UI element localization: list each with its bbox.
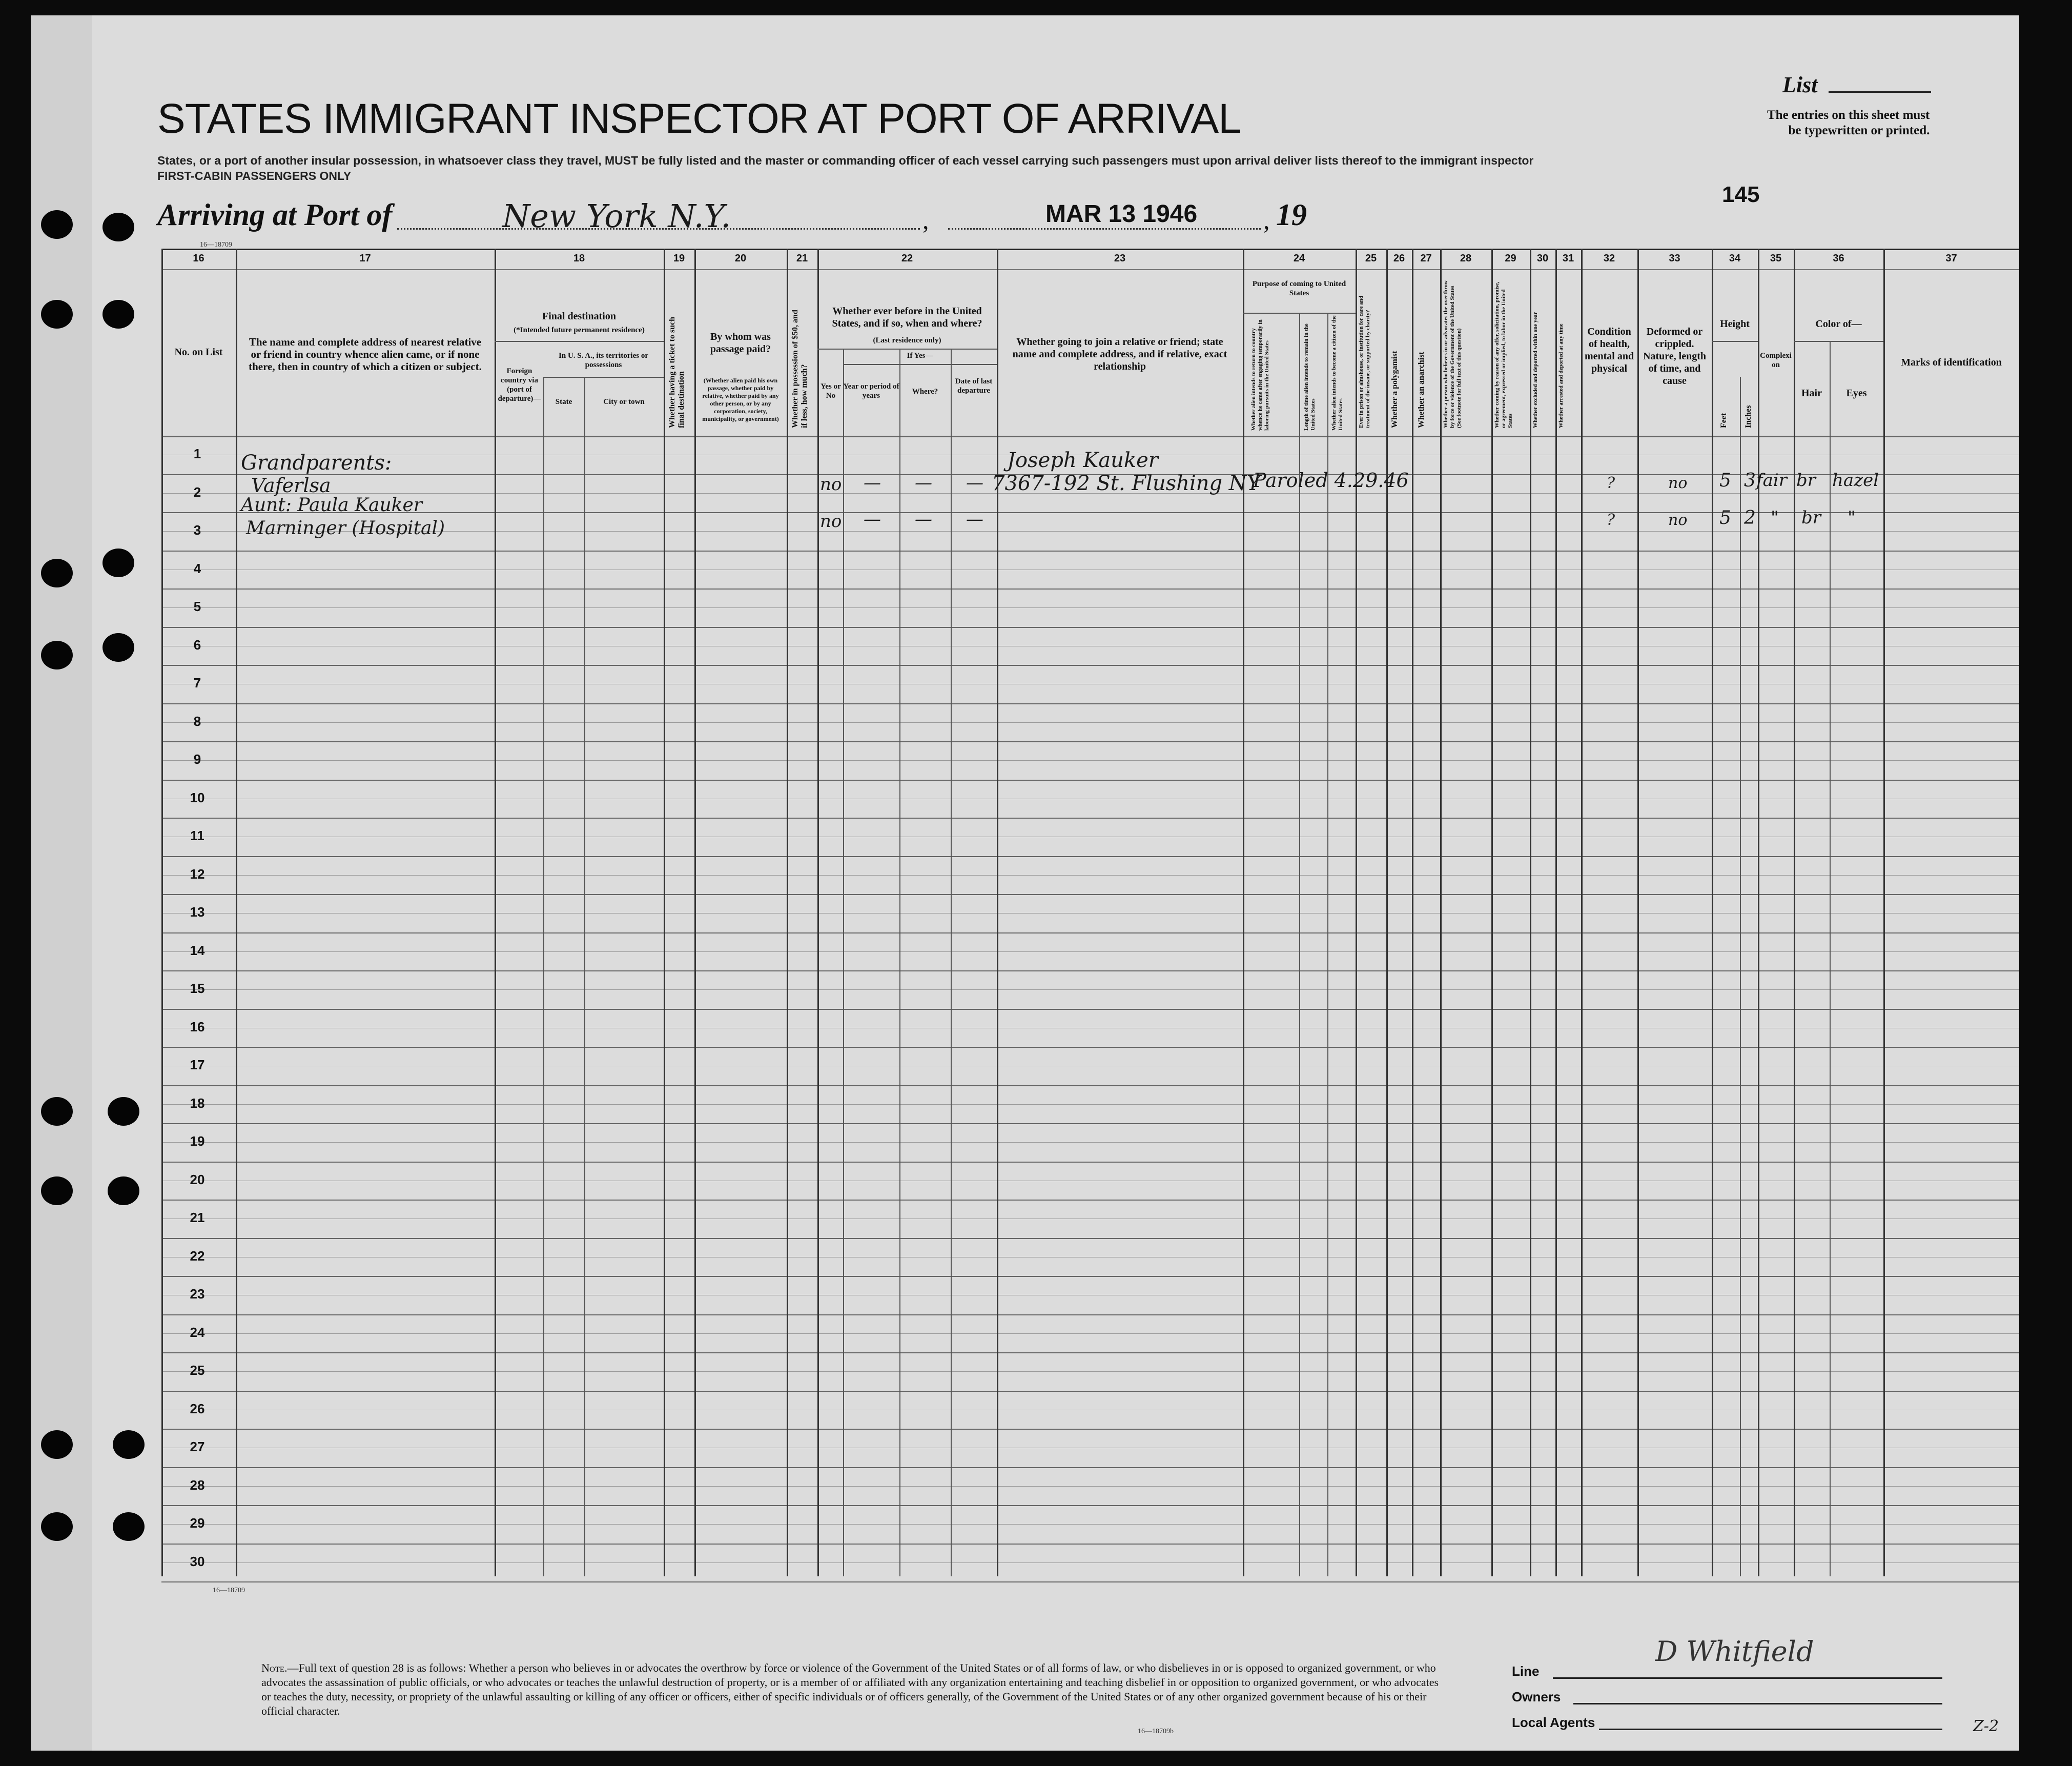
column-rule bbox=[236, 249, 237, 1576]
punch-hole bbox=[41, 641, 73, 669]
entry-before-yesno: no bbox=[820, 474, 842, 495]
row-number: 30 bbox=[190, 1553, 205, 1569]
column-number: 30 bbox=[1536, 253, 1549, 264]
entry-join: Joseph Kauker bbox=[1007, 449, 1158, 472]
entry-feet: 5 bbox=[1719, 470, 1731, 491]
row-number: 14 bbox=[190, 942, 205, 958]
footnote-label: Note. bbox=[261, 1661, 288, 1674]
row-number: 10 bbox=[190, 789, 205, 805]
entry-eyes: hazel bbox=[1832, 470, 1879, 491]
port-value: New York N.Y. bbox=[502, 197, 731, 235]
header-purpose-length: Length of time alien intends to remain in the United States bbox=[1303, 323, 1316, 431]
column-rule bbox=[1740, 377, 1741, 1576]
agents-rule bbox=[1599, 1729, 1942, 1730]
manifest-table bbox=[161, 249, 2019, 1576]
row-number: 21 bbox=[190, 1210, 205, 1225]
row-number: 1 bbox=[193, 446, 201, 461]
entry-health: ? bbox=[1607, 474, 1615, 492]
column-rule bbox=[1637, 249, 1639, 1576]
column-rule bbox=[584, 377, 585, 1576]
column-number: 36 bbox=[1833, 253, 1844, 264]
column-number: 34 bbox=[1729, 253, 1741, 264]
punch-hole bbox=[108, 1097, 139, 1126]
column-number: 26 bbox=[1393, 253, 1405, 264]
column-rule bbox=[997, 249, 998, 1576]
column-rule bbox=[1530, 249, 1531, 1576]
entry-feet: 5 bbox=[1719, 508, 1731, 529]
column-number: 18 bbox=[573, 253, 585, 264]
header-feet: Feet bbox=[1719, 413, 1728, 428]
entry-relative: Grandparents: bbox=[241, 451, 392, 475]
header-state: State bbox=[555, 398, 572, 406]
header-height: Height bbox=[1720, 318, 1750, 330]
column-number: 20 bbox=[734, 253, 747, 264]
arriving-label: Arriving at Port of bbox=[157, 198, 393, 232]
punch-hole bbox=[41, 210, 73, 239]
column-number: 19 bbox=[673, 253, 685, 264]
entry-relative: Vaferlsa bbox=[251, 474, 331, 497]
header-before-in-us: Whether ever before in the United States, and if so, when and where? bbox=[832, 306, 982, 329]
header-eyes: Eyes bbox=[1846, 388, 1867, 399]
inspector-signature: D Whitfield bbox=[1655, 1635, 1814, 1668]
row-number: 6 bbox=[193, 637, 201, 653]
header-city: City or town bbox=[603, 398, 645, 406]
entry-hair: br bbox=[1801, 508, 1821, 528]
punch-hole bbox=[41, 1512, 73, 1541]
column-rule bbox=[1555, 249, 1557, 1576]
column-rule bbox=[1883, 249, 1885, 1576]
column-rule bbox=[1356, 249, 1357, 1576]
passenger-class: FIRST-CABIN PASSENGERS ONLY bbox=[157, 169, 352, 182]
header-yes-or-no: Yes or No bbox=[820, 382, 841, 400]
manifest-sheet bbox=[31, 15, 2019, 1751]
header-where: Where? bbox=[912, 388, 938, 396]
header-labor-offer: Whether coming by reason of any offer, solicitation, promise, or agreement, expressed or implied, to labor in the United States bbox=[1494, 281, 1513, 428]
header-no-on-list: No. on List bbox=[174, 347, 223, 358]
header-year-period: Year or period of years bbox=[843, 382, 899, 400]
row-number: 24 bbox=[190, 1324, 205, 1340]
owners-rule bbox=[1573, 1703, 1942, 1704]
line-label: Line bbox=[1512, 1663, 1540, 1679]
punch-hole bbox=[41, 300, 73, 329]
row-number: 17 bbox=[190, 1057, 205, 1072]
entry-dash: — bbox=[915, 473, 932, 493]
column-rule bbox=[1299, 313, 1300, 1576]
row-number: 15 bbox=[190, 981, 205, 996]
rule bbox=[543, 377, 664, 378]
entry-hair: br bbox=[1796, 470, 1816, 491]
column-number: 17 bbox=[359, 253, 371, 264]
entry-dash: — bbox=[966, 473, 983, 493]
column-rule bbox=[951, 349, 952, 1576]
date-stamp: MAR 13 1946 bbox=[1045, 200, 1198, 228]
header-deformed: Deformed or crippled. Nature, length of time, and cause bbox=[1643, 326, 1706, 387]
column-rule bbox=[1712, 249, 1713, 1576]
column-number: 27 bbox=[1420, 253, 1432, 264]
row-number: 3 bbox=[193, 522, 201, 538]
punch-hole bbox=[113, 1430, 145, 1459]
header-polygamist: Whether a polygamist bbox=[1390, 351, 1399, 428]
entry-before-yesno: no bbox=[820, 511, 842, 532]
header-passage-paid: By whom was passage paid? bbox=[710, 331, 771, 355]
punch-hole bbox=[41, 1430, 73, 1459]
entry-inches: 2 bbox=[1744, 508, 1756, 529]
header-purpose: Purpose of coming to United States bbox=[1252, 280, 1346, 297]
punch-hole bbox=[102, 213, 134, 241]
row-number: 7 bbox=[193, 675, 201, 691]
column-rule bbox=[1412, 249, 1413, 1576]
row-number: 29 bbox=[190, 1515, 205, 1531]
page-title: STATES IMMIGRANT INSPECTOR AT PORT OF ARRIVAL bbox=[157, 95, 1241, 142]
punch-hole bbox=[102, 549, 134, 577]
column-number: 35 bbox=[1770, 253, 1782, 264]
column-number: 22 bbox=[901, 253, 913, 264]
header-health: Condition of health, mental and physical bbox=[1584, 326, 1634, 374]
date-line bbox=[948, 228, 1261, 230]
list-number-line bbox=[1829, 91, 1931, 93]
column-rule bbox=[1243, 249, 1244, 1576]
form-number: 16—18709b bbox=[1138, 1728, 1174, 1735]
row-number: 4 bbox=[193, 560, 201, 576]
punch-hole bbox=[41, 1097, 73, 1126]
notice-line: The entries on this sheet must bbox=[1767, 108, 1930, 122]
header-excluded: Whether excluded and deported within one year bbox=[1532, 312, 1538, 428]
sheet-number: 145 bbox=[1722, 182, 1760, 207]
header-marks: Marks of identification bbox=[1901, 357, 2002, 368]
column-rule bbox=[1386, 249, 1388, 1576]
column-rule bbox=[1440, 249, 1442, 1576]
header-prison: Ever in prison or almshouse, or institution for care and treatment of the insane, or supported by charity? bbox=[1358, 295, 1371, 428]
entry-dash: — bbox=[915, 509, 932, 530]
entry-complexion: fair bbox=[1756, 470, 1787, 491]
row-number: 26 bbox=[190, 1400, 205, 1416]
entry-deformed: no bbox=[1668, 511, 1688, 529]
row-number: 19 bbox=[190, 1133, 205, 1149]
header-arrested: Whether arrested and deported at any time bbox=[1558, 323, 1564, 428]
rule bbox=[817, 349, 997, 350]
column-rule bbox=[1581, 249, 1583, 1576]
punch-hole bbox=[113, 1512, 145, 1541]
row-number: 16 bbox=[190, 1019, 205, 1034]
comma: , bbox=[922, 206, 929, 234]
column-rule bbox=[1758, 249, 1759, 1576]
column-number: 32 bbox=[1603, 253, 1615, 264]
row-number: 11 bbox=[190, 828, 204, 843]
corner-mark: Z-2 bbox=[1973, 1717, 1999, 1735]
row-number: 12 bbox=[190, 866, 205, 882]
page-subtitle: States, or a port of another insular possession, in whatsoever class they travel, MUST be fully listed and the master or commanding officer of each vessel carrying such passengers must upon arrival deliver lists thereof to the immigrant inspector bbox=[157, 154, 1534, 167]
header-purpose-return: Whether alien intends to return to country whence he came after engaging temporarily in laboring pursuits in the United States bbox=[1250, 319, 1270, 431]
local-agents-label: Local Agents bbox=[1512, 1715, 1595, 1730]
row-number: 27 bbox=[190, 1439, 205, 1454]
rule bbox=[1243, 313, 1356, 314]
notice-line: be typewritten or printed. bbox=[1788, 124, 1930, 137]
punch-hole bbox=[108, 1176, 139, 1205]
column-rule bbox=[161, 249, 163, 1576]
header-hair: Hair bbox=[1801, 388, 1822, 399]
column-rule bbox=[1830, 341, 1831, 1576]
header-nearest-relative: The name and complete address of nearest relative or friend in country whence alien came, or if none there, then in country of which a citizen or subject. bbox=[249, 336, 482, 373]
list-label: List bbox=[1782, 72, 1818, 97]
year-label: 19 bbox=[1276, 198, 1307, 232]
rule bbox=[843, 364, 997, 365]
row-number: 28 bbox=[190, 1477, 205, 1493]
rule bbox=[161, 249, 2019, 250]
line-rule bbox=[1553, 1677, 1942, 1679]
entry-relative: Marninger (Hospital) bbox=[246, 518, 445, 539]
header-fifty-dollars: Whether in possession of $50, and if less, how much? bbox=[791, 310, 809, 428]
column-number: 29 bbox=[1505, 253, 1516, 264]
rule bbox=[495, 341, 664, 342]
column-rule bbox=[1491, 249, 1493, 1576]
form-number: 16—18709 bbox=[200, 241, 232, 249]
column-rule bbox=[1794, 249, 1795, 1576]
entry-dash: — bbox=[864, 473, 881, 493]
row-number: 2 bbox=[193, 484, 201, 500]
punch-hole bbox=[41, 559, 73, 587]
header-final-destination-note: (*Intended future permanent residence) bbox=[514, 326, 645, 334]
row-number: 20 bbox=[190, 1171, 205, 1187]
footnote bbox=[261, 1661, 1440, 1718]
form-number: 16—18709 bbox=[213, 1587, 245, 1594]
punch-hole bbox=[102, 300, 134, 329]
entry-deformed: no bbox=[1668, 474, 1688, 492]
punch-hole bbox=[41, 1176, 73, 1205]
row-rule bbox=[161, 1581, 2019, 1582]
column-number: 25 bbox=[1365, 253, 1377, 264]
header-complexion: Complexion bbox=[1760, 352, 1792, 369]
row-number: 23 bbox=[190, 1286, 205, 1302]
column-number: 37 bbox=[1945, 253, 1957, 264]
column-number: 33 bbox=[1669, 253, 1680, 264]
column-rule bbox=[1327, 313, 1328, 1576]
typewritten-notice bbox=[1767, 108, 1930, 138]
rule bbox=[1712, 341, 1758, 342]
header-color-of: Color of— bbox=[1815, 318, 1862, 330]
row-number: 9 bbox=[193, 752, 201, 767]
header-overthrow: Whether a person who believes in or advocates the overthrow by force or violence of the Government of the United States (See footnote for full text of this question) bbox=[1443, 280, 1462, 428]
binding-margin bbox=[31, 15, 92, 1751]
column-rule bbox=[694, 249, 696, 1576]
row-number: 5 bbox=[193, 599, 201, 614]
rule bbox=[1794, 341, 1883, 342]
column-number: 31 bbox=[1562, 253, 1574, 264]
header-in-usa: In U. S. A., its territories or possessions bbox=[559, 352, 648, 369]
entry-relative: Aunt: Paula Kauker bbox=[241, 495, 422, 516]
column-number: 21 bbox=[796, 253, 808, 264]
entry-dash: — bbox=[864, 509, 881, 530]
header-passage-paid-note: (Whether alien paid his own passage, whether paid by relative, whether paid by any other person, or by any corporation, society, municipality, or government) bbox=[702, 377, 779, 422]
column-rule bbox=[664, 249, 665, 1576]
column-number: 23 bbox=[1114, 253, 1126, 264]
entry-dash: — bbox=[966, 509, 983, 530]
column-number: 24 bbox=[1293, 253, 1305, 264]
column-rule bbox=[843, 349, 844, 1576]
footnote-text: —Full text of question 28 is as follows: Whether a person who believes in or advocates the overthrow by force or violence of the Government of the United States or of all forms of law, or who disbelieves in or is opposed to organized government, or who advocates the assassination of public officials, or who advocates or teaches the unlawful destruction of property, or is a member of or affiliated with any organization entertaining and teaching disbelief in or opposition to organized government, or who advocates or teaches the duty, necessity, or propriety of the unlawful assaulting or killing of any officer or officers, either of specific individuals or of officers generally, of the Government of the United States or of any other organized government because of his or their official character. bbox=[261, 1661, 1439, 1717]
header-join-relative: Whether going to join a relative or friend; state name and complete address, and if relative, exact relationship bbox=[1012, 336, 1227, 372]
row-number: 18 bbox=[190, 1095, 205, 1111]
header-last-residence: (Last residence only) bbox=[873, 336, 941, 344]
header-ticket: Whether having a ticket to such final destination bbox=[668, 316, 686, 428]
header-if-yes: If Yes— bbox=[907, 352, 933, 360]
column-rule bbox=[899, 349, 900, 1576]
row-number: 13 bbox=[190, 904, 205, 920]
row-number: 22 bbox=[190, 1248, 205, 1264]
column-rule bbox=[543, 377, 544, 1576]
column-number: 16 bbox=[193, 253, 204, 264]
entry-inches: 3 bbox=[1744, 470, 1756, 491]
entry-purpose: Paroled 4.29.46 bbox=[1253, 469, 1409, 492]
punch-hole bbox=[102, 633, 134, 662]
header-anarchist: Whether an anarchist bbox=[1417, 352, 1426, 428]
column-rule bbox=[787, 249, 788, 1576]
entry-join: 7367-192 St. Flushing NY bbox=[992, 472, 1261, 495]
column-rule bbox=[817, 249, 819, 1576]
header-foreign-country: Foreign country via (port of departure)— bbox=[498, 367, 541, 403]
row-number: 25 bbox=[190, 1363, 205, 1378]
entry-complexion: " bbox=[1771, 508, 1779, 528]
column-rule bbox=[495, 249, 496, 1576]
row-number: 8 bbox=[193, 713, 201, 729]
header-inches: Inches bbox=[1744, 405, 1753, 428]
column-number: 28 bbox=[1460, 253, 1472, 264]
comma: , bbox=[1263, 206, 1270, 234]
header-date-departure: Date of last departure bbox=[955, 377, 993, 395]
header-purpose-citizen: Whether alien intends to become a citizen of the United States bbox=[1331, 315, 1344, 431]
owners-label: Owners bbox=[1512, 1689, 1561, 1704]
rule bbox=[161, 269, 2019, 270]
header-final-destination: Final destination bbox=[542, 311, 616, 322]
entry-health: ? bbox=[1607, 511, 1615, 529]
entry-eyes: " bbox=[1848, 508, 1856, 528]
